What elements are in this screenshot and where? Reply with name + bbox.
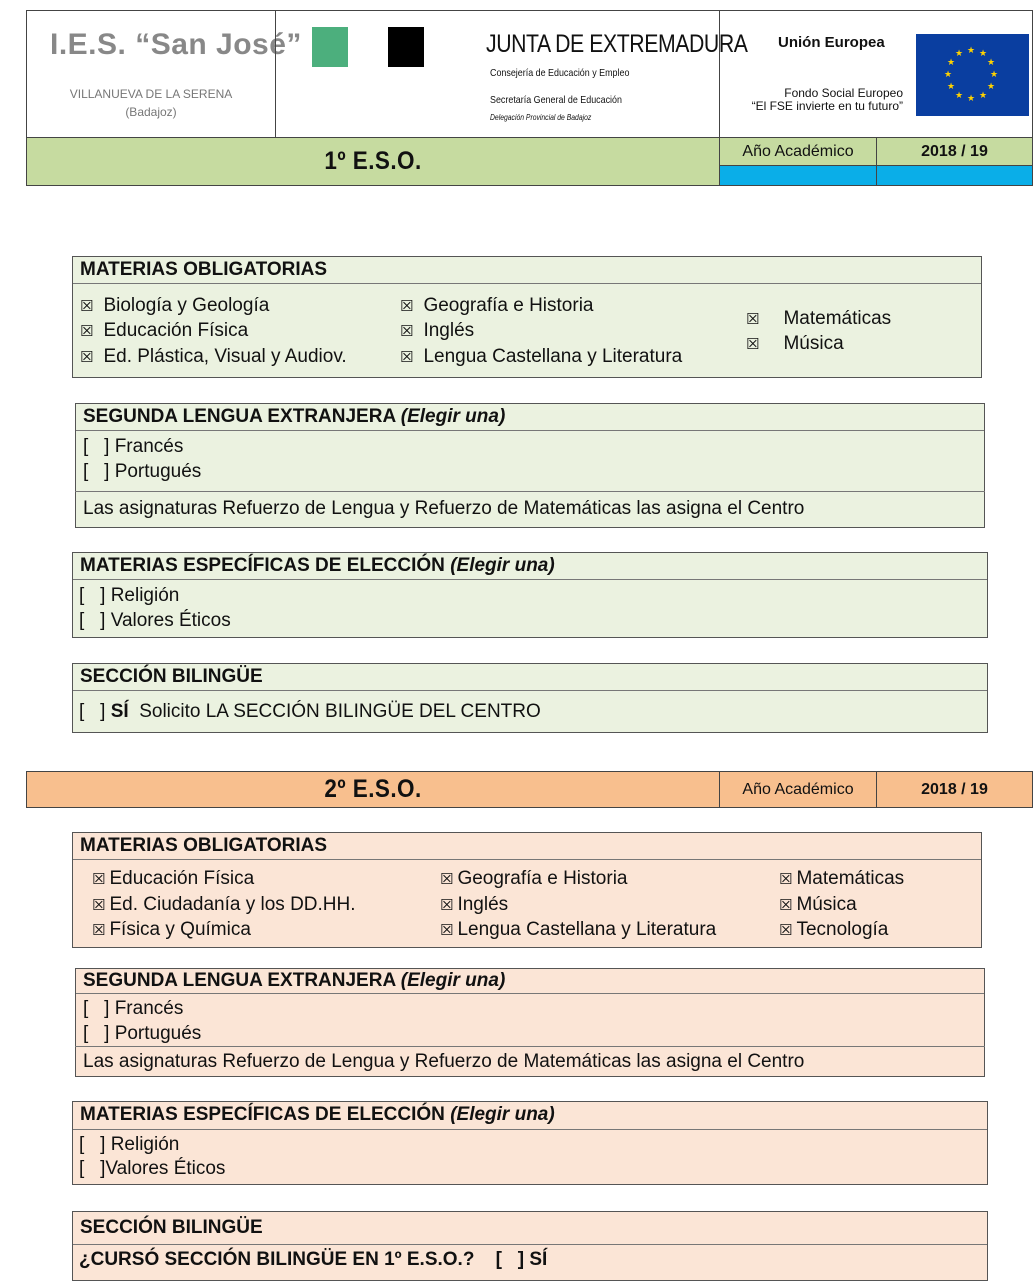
checked-box-icon: ☒ (92, 870, 106, 888)
checked-box-icon: ☒ (779, 896, 793, 914)
mandatory-title-1eso: MATERIAS OBLIGATORIAS (73, 257, 981, 284)
year-label-1eso: Año Académico (719, 137, 877, 166)
checked-box-icon: ☒ (400, 297, 414, 315)
second-lang-header-2eso: SEGUNDA LENGUA EXTRANJERA (Elegir una) (76, 969, 984, 994)
subject-1eso-c2-0[interactable]: ☒ Geografía e Historia (400, 295, 594, 316)
checked-box-icon: ☒ (400, 322, 414, 340)
school-name: I.E.S. “San José” (50, 28, 302, 61)
checked-box-icon: ☒ (80, 297, 94, 315)
option-2eso-specific-0[interactable]: [ ] Religión (79, 1134, 180, 1155)
year-value-1eso: 2018 / 19 (876, 137, 1033, 166)
empty-checkbox[interactable]: [ ] (83, 1023, 110, 1044)
specific-header-1eso: MATERIAS ESPECÍFICAS DE ELECCIÓN (Elegir una) (73, 553, 987, 580)
junta-title: JUNTA DE EXTREMADURA (486, 30, 748, 58)
option-1eso-specific-0[interactable]: [ ] Religión (79, 585, 180, 606)
reinforcement-note-2eso: Las asignaturas Refuerzo de Lengua y Refuerzo de Matemáticas las asigna el Centro (83, 1051, 805, 1072)
eu-flag: ★ ★ ★ ★ ★ ★ ★ ★ ★ ★ ★ ★ (916, 34, 1029, 116)
junta-line3: Delegación Provincial de Badajoz (490, 113, 592, 122)
empty-checkbox[interactable]: [ ] (79, 1134, 106, 1155)
checked-box-icon: ☒ (440, 870, 454, 888)
bilingual-request-1eso[interactable]: [ ] SÍ Solicito LA SECCIÓN BILINGÜE DEL CENTRO (79, 701, 541, 722)
junta-green-logo (312, 27, 348, 67)
specific-header-2eso: MATERIAS ESPECÍFICAS DE ELECCIÓN (Elegir una) (73, 1102, 987, 1130)
subject-1eso-c2-1[interactable]: ☒ Inglés (400, 320, 475, 341)
year-value-2eso: 2018 / 19 (876, 771, 1033, 808)
subject-1eso-c1-2[interactable]: ☒ Ed. Plástica, Visual y Audiov. (80, 346, 347, 367)
reinforcement-note-1eso: Las asignaturas Refuerzo de Lengua y Refuerzo de Matemáticas las asigna el Centro (83, 498, 805, 519)
course-band-1eso (26, 137, 720, 186)
empty-checkbox[interactable]: [ ] (79, 701, 106, 722)
bilingual-title-2eso: SECCIÓN BILINGÜE (73, 1212, 987, 1245)
year-blue-bar-left (719, 165, 877, 186)
checked-box-icon: ☒ (779, 921, 793, 939)
checked-box-icon: ☒ (80, 348, 94, 366)
empty-checkbox[interactable]: [ ] (83, 461, 110, 482)
checked-box-icon: ☒ (779, 870, 793, 888)
checked-box-icon: ☒ (746, 310, 760, 328)
subject-2eso-c1-0[interactable]: ☒ Educación Física (92, 868, 255, 889)
bilingual-question-2eso[interactable]: ¿CURSÓ SECCIÓN BILINGÜE EN 1º E.S.O.? [ ] SÍ (79, 1249, 548, 1270)
subject-2eso-c2-1[interactable]: ☒ Inglés (440, 894, 509, 915)
subject-1eso-c1-0[interactable]: ☒ Biología y Geología (80, 295, 270, 316)
school-town: VILLANUEVA DE LA SERENA (69, 87, 233, 101)
empty-checkbox[interactable]: [ ] (79, 1158, 106, 1179)
divider (75, 491, 985, 492)
option-2eso-lang-0[interactable]: [ ] Francés (83, 998, 184, 1019)
option-2eso-lang-1[interactable]: [ ] Portugués (83, 1023, 202, 1044)
year-blue-bar-right (876, 165, 1033, 186)
year-label-2eso: Año Académico (719, 771, 877, 808)
checked-box-icon: ☒ (92, 921, 106, 939)
subject-2eso-c1-2[interactable]: ☒ Física y Química (92, 919, 251, 940)
course-title-1eso: 1º E.S.O. (324, 147, 422, 175)
course-title-2eso: 2º E.S.O. (324, 775, 422, 803)
subject-1eso-c2-2[interactable]: ☒ Lengua Castellana y Literatura (400, 346, 683, 367)
divider (75, 1046, 985, 1047)
school-province: (Badajoz) (125, 105, 177, 119)
junta-black-logo (388, 27, 424, 67)
subject-2eso-c3-0[interactable]: ☒ Matemáticas (779, 868, 905, 889)
subject-2eso-c1-1[interactable]: ☒ Ed. Ciudadanía y los DD.HH. (92, 894, 356, 915)
checked-box-icon: ☒ (92, 896, 106, 914)
option-1eso-lang-1[interactable]: [ ] Portugués (83, 461, 202, 482)
empty-checkbox[interactable]: [ ] (83, 998, 110, 1019)
course-band-2eso (26, 771, 720, 808)
checked-box-icon: ☒ (80, 322, 94, 340)
subject-1eso-c3-1[interactable]: ☒ Música (746, 333, 844, 354)
subject-1eso-c3-0[interactable]: ☒ Matemáticas (746, 308, 892, 329)
subject-2eso-c2-0[interactable]: ☒ Geografía e Historia (440, 868, 628, 889)
option-1eso-lang-0[interactable]: [ ] Francés (83, 436, 184, 457)
subject-2eso-c3-2[interactable]: ☒ Tecnología (779, 919, 889, 940)
bilingual-title-1eso: SECCIÓN BILINGÜE (73, 664, 987, 691)
eu-title: Unión Europea (778, 34, 885, 51)
subject-1eso-c1-1[interactable]: ☒ Educación Física (80, 320, 249, 341)
eu-motto: “El FSE invierte en tu futuro” (751, 99, 903, 113)
empty-checkbox[interactable]: [ ] (79, 585, 106, 606)
empty-checkbox[interactable]: [ ] (79, 610, 106, 631)
empty-checkbox[interactable]: [ ] (495, 1249, 525, 1270)
checked-box-icon: ☒ (440, 896, 454, 914)
junta-line2: Secretaría General de Educación (490, 94, 622, 106)
second-lang-header-1eso: SEGUNDA LENGUA EXTRANJERA (Elegir una) (76, 404, 984, 431)
checked-box-icon: ☒ (440, 921, 454, 939)
eu-fund: Fondo Social Europeo (784, 86, 903, 100)
subject-2eso-c3-1[interactable]: ☒ Música (779, 894, 857, 915)
option-2eso-specific-1[interactable]: [ ]Valores Éticos (79, 1158, 226, 1179)
junta-line1: Consejería de Educación y Empleo (490, 67, 630, 79)
checked-box-icon: ☒ (746, 335, 760, 353)
checked-box-icon: ☒ (400, 348, 414, 366)
option-1eso-specific-1[interactable]: [ ] Valores Éticos (79, 610, 231, 631)
subject-2eso-c2-2[interactable]: ☒ Lengua Castellana y Literatura (440, 919, 717, 940)
mandatory-title-2eso: MATERIAS OBLIGATORIAS (73, 833, 981, 860)
empty-checkbox[interactable]: [ ] (83, 436, 110, 457)
